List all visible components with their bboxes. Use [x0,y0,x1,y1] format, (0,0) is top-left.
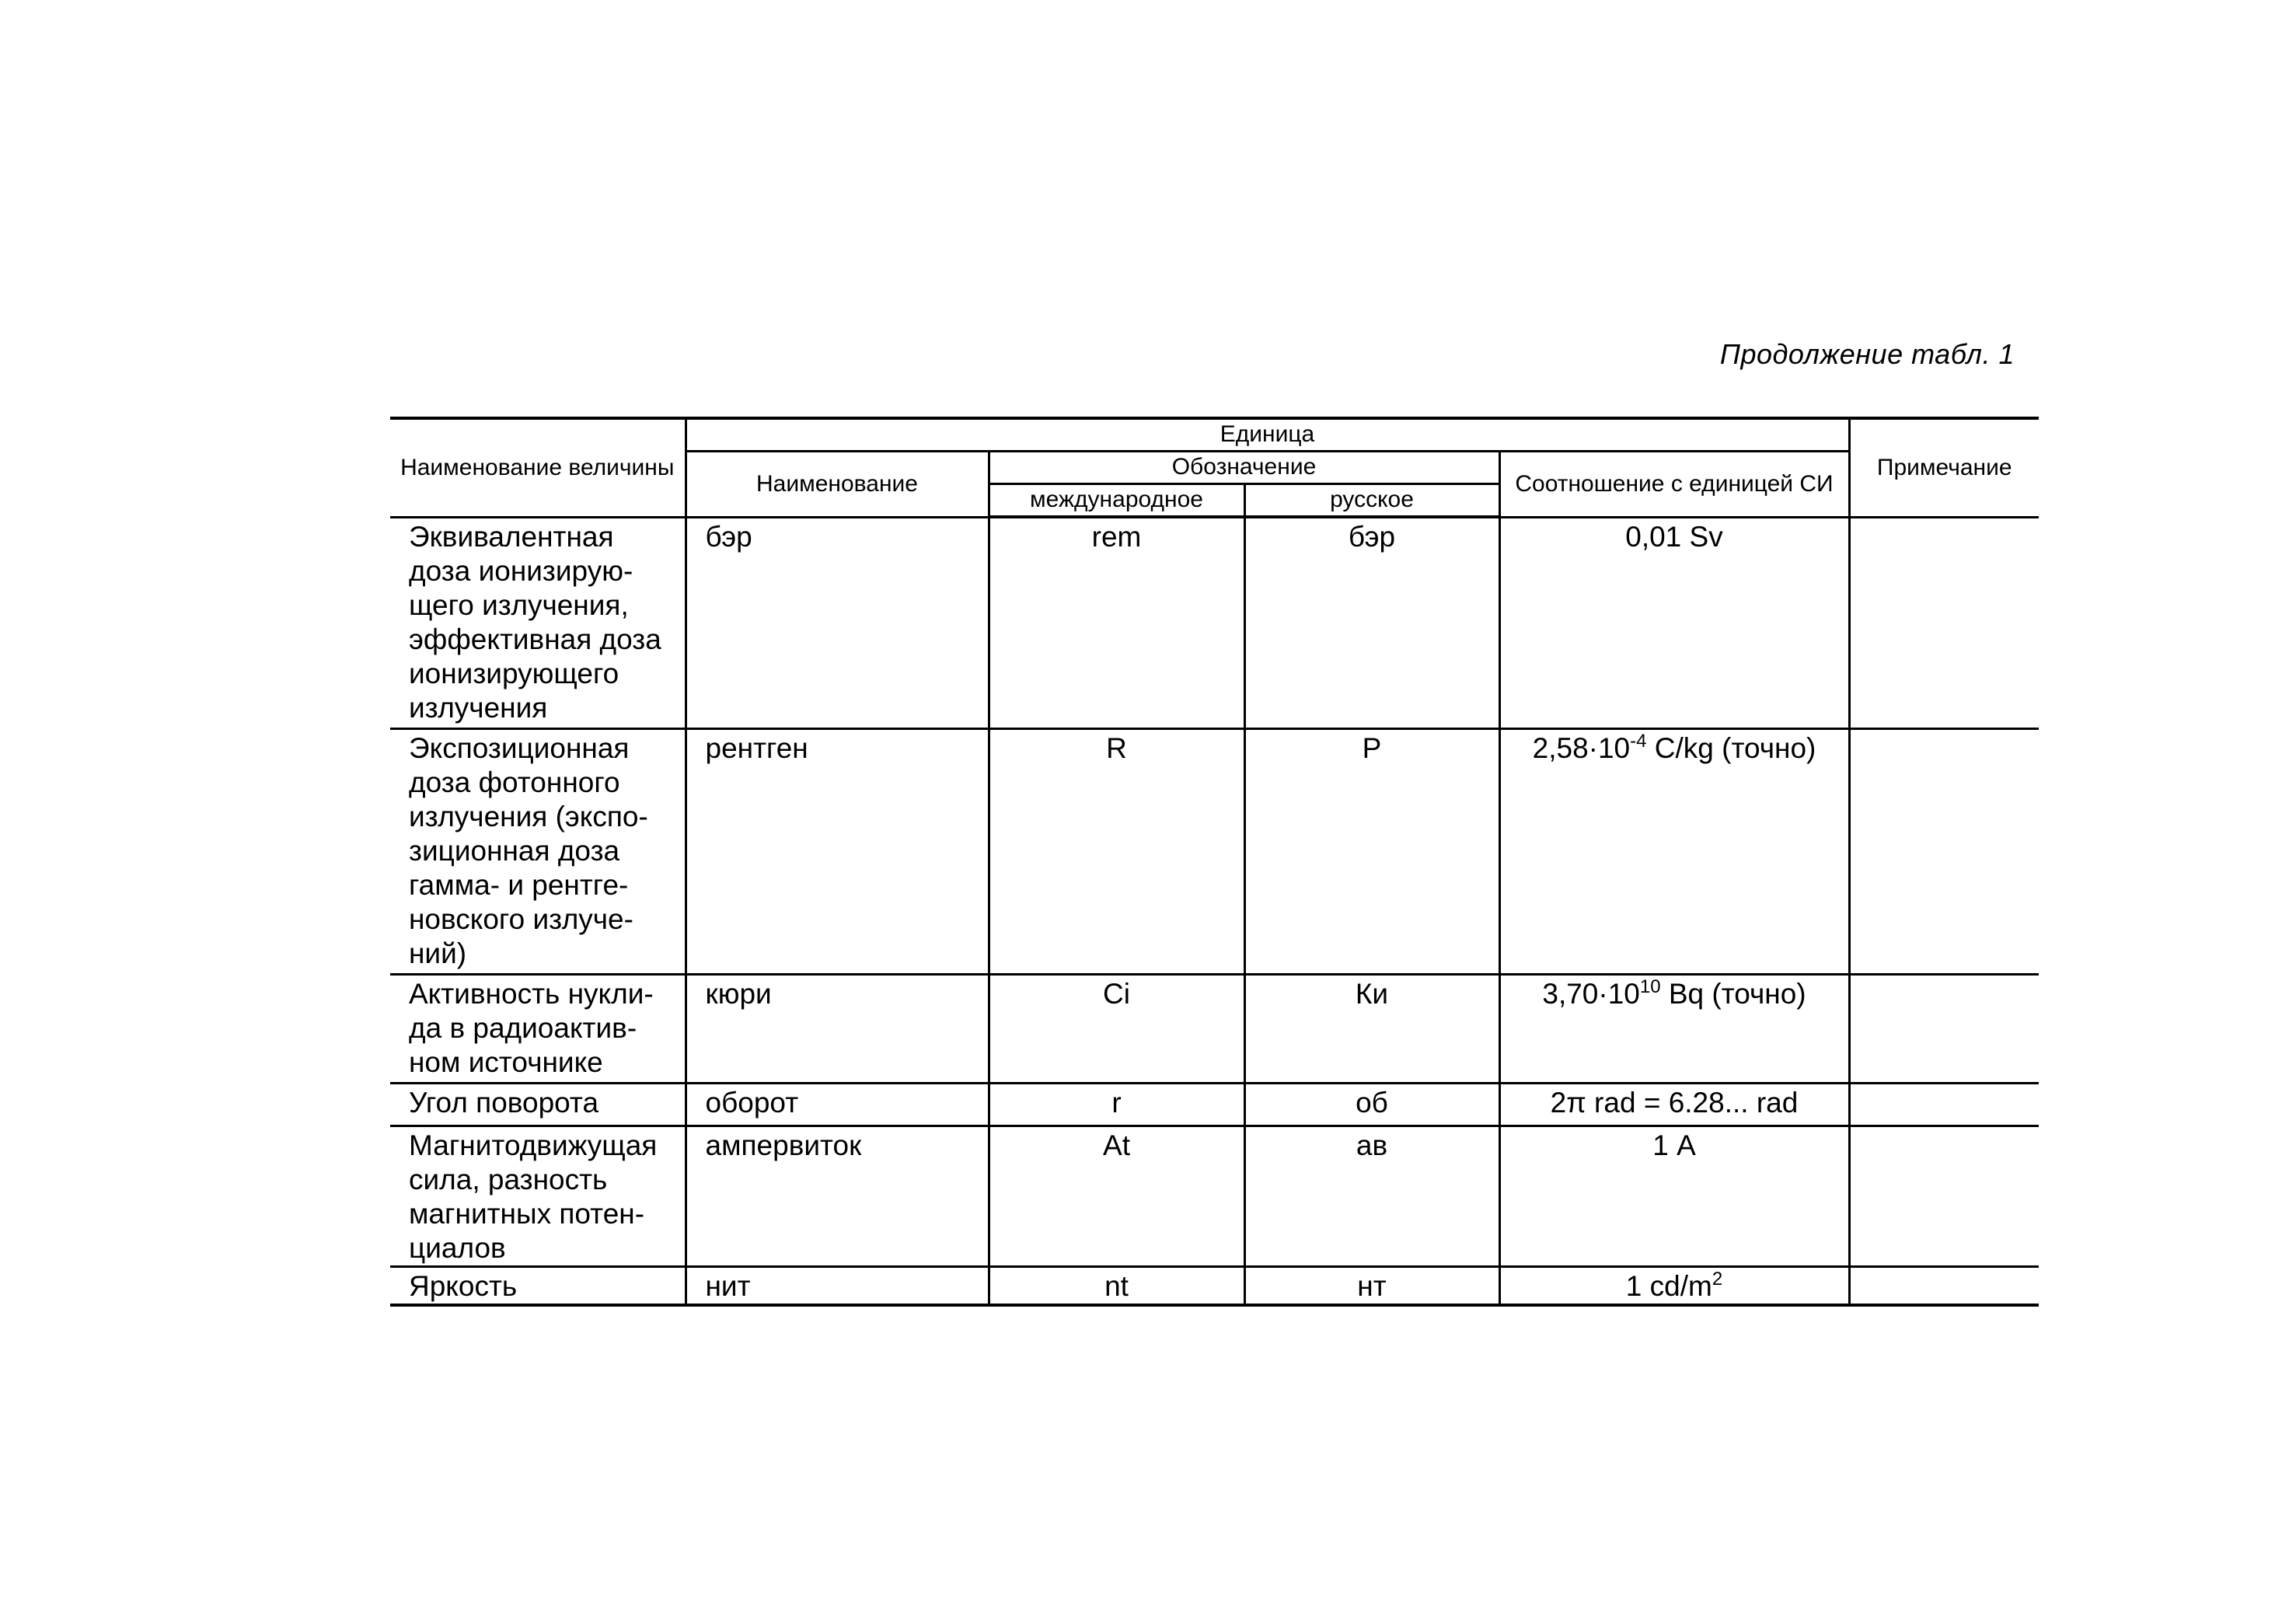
note-cell [1849,1083,2039,1126]
unit-name-cell: нит [686,1266,989,1305]
si-mantissa: 1 cd/m [1625,1269,1712,1302]
si-relation-cell: 0,01 Sv [1499,517,1849,728]
unit-name-cell: оборот [686,1083,989,1126]
international-cell: r [989,1083,1244,1126]
si-exponent: 10 [1639,976,1661,997]
note-cell [1849,728,2039,974]
russian-cell: бэр [1244,517,1499,728]
note-cell [1849,1126,2039,1266]
table-row [390,728,2039,974]
si-relation-cell [1499,1266,1849,1305]
unit-name-cell: бэр [686,517,989,728]
header-unit-name: Наименование [686,451,989,517]
table-row [390,1083,2039,1126]
unit-name-cell: кюри [686,974,989,1083]
international-cell: R [989,728,1244,974]
note-cell [1849,1266,2039,1305]
quantity-cell: Яркость [390,1266,686,1305]
note-cell [1849,974,2039,1083]
header-international: международное [989,483,1244,517]
si-relation-cell: 1 А [1499,1126,1849,1266]
header-russian: русское [1244,483,1499,517]
header-note: Примечание [1849,418,2039,517]
header-si-relation: Соотношение с единицей СИ [1499,451,1849,517]
russian-cell: Р [1244,728,1499,974]
si-mantissa: 3,70·10 [1542,977,1640,1010]
units-table [390,417,2039,1307]
unit-name-cell: ампервиток [686,1126,989,1266]
table-row [390,974,2039,1083]
unit-name-cell: рентген [686,728,989,974]
international-cell: nt [989,1266,1244,1305]
international-cell: rem [989,517,1244,728]
quantity-cell: Активность нукли-да в радиоактив-ном источнике [390,974,686,1083]
quantity-cell: Магнитодвижущая сила, разность магнитных потен-циалов [390,1126,686,1266]
header-quantity-name: Наименование величины [390,418,686,517]
international-cell: Ci [989,974,1244,1083]
table-row [390,1266,2039,1305]
si-tail: Bq (точно) [1660,977,1806,1010]
si-exponent: -4 [1630,730,1647,752]
russian-cell: нт [1244,1266,1499,1305]
table-row [390,1126,2039,1266]
quantity-cell: Экспозиционная доза фотонного излучения (экспо-зиционная доза гамма- и рентге-новского излуче-ний) [390,728,686,974]
si-tail: С/kg (точно) [1646,731,1816,764]
si-relation-cell [1499,728,1849,974]
table-continuation-caption: Продолжение табл. 1 [1719,338,2015,370]
si-exponent: 2 [1712,1268,1723,1290]
russian-cell: об [1244,1083,1499,1126]
quantity-cell: Эквивалентная доза ионизирую-щего излучения, эффективная доза ионизирующего излучения [390,517,686,728]
note-cell [1849,517,2039,728]
international-cell: At [989,1126,1244,1266]
si-relation-cell: 2π rad = 6.28... rad [1499,1083,1849,1126]
quantity-cell: Угол поворота [390,1083,686,1126]
header-unit: Единица [686,418,1849,451]
header-designation: Обозначение [989,451,1499,483]
si-relation-cell [1499,974,1849,1083]
russian-cell: ав [1244,1126,1499,1266]
table-row [390,517,2039,728]
si-mantissa: 2,58·10 [1532,731,1631,764]
russian-cell: Ки [1244,974,1499,1083]
